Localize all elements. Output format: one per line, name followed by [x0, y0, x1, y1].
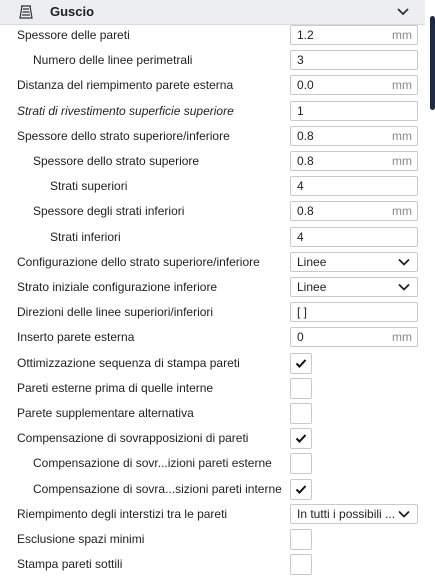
setting-dropdown[interactable]	[290, 277, 418, 297]
setting-value: 0.0	[297, 78, 314, 93]
setting-value-field[interactable]	[290, 75, 418, 95]
section-title: Guscio	[50, 4, 95, 19]
checkmark-icon	[295, 358, 307, 369]
setting-value-field[interactable]	[290, 302, 418, 322]
setting-value: 1.2	[297, 28, 314, 42]
setting-label: Inserto parete esterna	[17, 330, 135, 345]
setting-label: Strati superiori	[50, 179, 128, 194]
setting-row	[0, 325, 425, 350]
setting-row	[0, 527, 425, 552]
unit-label: mm	[392, 204, 412, 219]
setting-row	[0, 250, 425, 275]
setting-row	[0, 451, 425, 476]
setting-row	[0, 23, 425, 48]
checkmark-icon	[295, 433, 307, 444]
setting-row	[0, 48, 425, 73]
setting-value-field[interactable]	[290, 201, 418, 221]
setting-label: Configurazione dello strato superiore/inferiore	[17, 254, 260, 269]
setting-dropdown[interactable]	[290, 252, 418, 272]
setting-value-field[interactable]	[290, 327, 418, 347]
setting-label: Compensazione di sovra...sizioni pareti interne	[33, 481, 282, 496]
setting-value-field[interactable]	[290, 101, 418, 121]
setting-label: Ottimizzazione sequenza di stampa pareti	[17, 355, 240, 370]
chevron-down-icon	[398, 283, 410, 291]
setting-value: 3	[297, 53, 304, 68]
unit-label: mm	[392, 154, 412, 168]
setting-value: 4	[297, 179, 304, 194]
setting-value: 0.8	[297, 128, 314, 143]
setting-label: Riempimento degli interstizi tra le pareti	[17, 506, 228, 521]
setting-value-field[interactable]	[290, 25, 418, 45]
setting-row	[0, 426, 425, 451]
setting-value: 0	[297, 330, 304, 345]
setting-row	[0, 99, 425, 124]
setting-value: 1	[297, 103, 304, 118]
shell-section-icon	[18, 4, 34, 20]
unit-label: mm	[392, 28, 412, 42]
setting-value: 4	[297, 229, 304, 244]
setting-value: 0.8	[297, 154, 314, 168]
dropdown-selected-value: Linee	[297, 254, 327, 269]
setting-label: Esclusione spazi minimi	[17, 532, 145, 546]
setting-label: Strato iniziale configurazione inferiore	[17, 280, 218, 294]
dropdown-selected-value: Linee	[297, 280, 327, 294]
setting-checkbox[interactable]	[290, 529, 312, 550]
setting-row	[0, 73, 425, 98]
setting-label: Strati di rivestimento superficie superiore	[17, 103, 234, 118]
setting-row	[0, 300, 425, 325]
setting-label: Spessore degli strati inferiori	[33, 204, 185, 219]
setting-row	[0, 351, 425, 376]
setting-value: 0.8	[297, 204, 314, 219]
setting-label: Numero delle linee perimetrali	[33, 53, 193, 68]
setting-label: Distanza del riempimento parete esterna	[17, 78, 234, 93]
chevron-down-icon	[398, 510, 410, 518]
unit-label: mm	[392, 330, 412, 345]
setting-label: Compensazione di sovr...izioni pareti esterne	[33, 456, 272, 471]
setting-label: Pareti esterne prima di quelle interne	[17, 380, 214, 395]
setting-label: Compensazione di sovrapposizioni di pareti	[17, 431, 249, 446]
setting-row	[0, 124, 425, 149]
setting-row	[0, 401, 425, 426]
setting-label: Strati inferiori	[50, 229, 121, 244]
section-header-guscio[interactable]	[0, 0, 425, 25]
setting-label: Direzioni delle linee superiori/inferiori	[17, 305, 214, 320]
scrollbar-thumb[interactable]	[430, 16, 435, 110]
setting-value-field[interactable]	[290, 227, 418, 247]
setting-label: Spessore delle pareti	[17, 28, 130, 42]
setting-row	[0, 149, 425, 174]
setting-label: Parete supplementare alternativa	[17, 406, 194, 420]
setting-value-field[interactable]	[290, 126, 418, 146]
setting-dropdown[interactable]	[290, 504, 418, 524]
setting-row	[0, 376, 425, 401]
chevron-down-icon	[398, 258, 410, 266]
setting-value-field[interactable]	[290, 151, 418, 171]
setting-checkbox[interactable]	[290, 378, 312, 399]
setting-checkbox[interactable]	[290, 554, 312, 575]
setting-value-field[interactable]	[290, 50, 418, 70]
setting-label: Stampa pareti sottili	[17, 557, 123, 572]
setting-row	[0, 275, 425, 300]
setting-row	[0, 552, 425, 577]
unit-label: mm	[392, 128, 412, 143]
setting-row	[0, 174, 425, 199]
setting-value: [ ]	[297, 305, 308, 320]
setting-checkbox[interactable]	[290, 453, 312, 474]
dropdown-selected-value: In tutti i possibili ...	[297, 506, 396, 521]
setting-row	[0, 225, 425, 250]
setting-row	[0, 199, 425, 224]
setting-checkbox[interactable]	[290, 403, 312, 424]
setting-label: Spessore dello strato superiore/inferiore	[17, 128, 230, 143]
unit-label: mm	[392, 78, 412, 93]
setting-checkbox[interactable]	[290, 479, 312, 500]
setting-label: Spessore dello strato superiore	[33, 154, 200, 168]
setting-checkbox[interactable]	[290, 353, 312, 374]
setting-row	[0, 477, 425, 502]
setting-row	[0, 502, 425, 527]
checkmark-icon	[295, 484, 307, 495]
setting-checkbox[interactable]	[290, 428, 312, 449]
chevron-down-icon[interactable]	[396, 6, 410, 18]
setting-value-field[interactable]	[290, 176, 418, 196]
